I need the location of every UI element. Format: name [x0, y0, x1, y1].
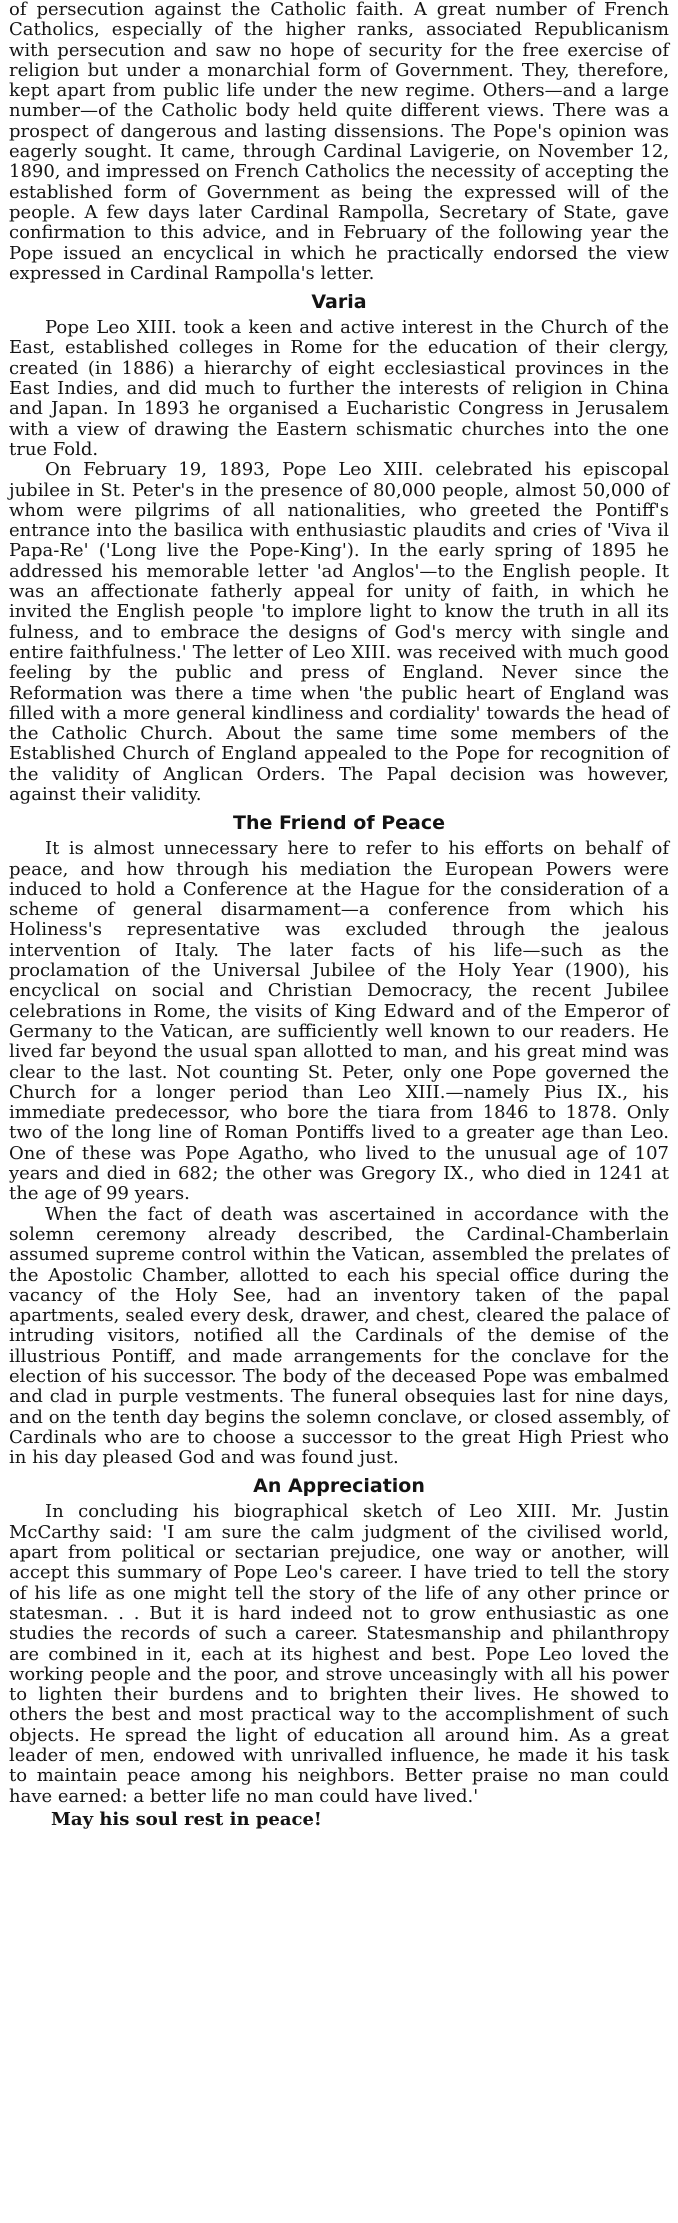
- closing-line: May his soul rest in peace!: [51, 1808, 322, 1830]
- appreciation-paragraph: In concluding his biographical sketch of Leo XIII. Mr. Justin McCarthy said: 'I am sure the calm judgment of the civilised world, apart from political or sectarian prejudice, one way or another, will accept this summary of Pope Leo's career. I have tried to tell the story of his life as one might tell the story of the life of any other prince or statesman. . . But it is hard indeed not to grow enthusiastic as one studies the records of such a career. Statesmanship and philanthropy are combined in it, each at its highest and best. Pope Leo loved the working people and the poor, and strove unceasingly with all his power to lighten their burdens and to brighten their lives. He showed to others the best and most practical way to the accomplishment of such objects. He spread the light of education all around him. As a great leader of men, endowed with unrivalled influence, he made it his task to maintain peace among his neighbors. Better praise no man could have earned: a better life no man could have lived.': [9, 1501, 669, 1807]
- intro-section: [9, 0, 669, 284]
- friend-of-peace-heading: The Friend of Peace: [233, 812, 445, 835]
- friend-of-peace-paragraph-2: When the fact of death was ascertained in accordance with the solemn ceremony already described, the Cardinal-Chamberlain assumed supreme control within the Vatican, assembled the prelates of the Apostolic Chamber, allotted to each his special office during the vacancy of the Holy See, had an inventory taken of the papal apartments, sealed every desk, drawer, and chest, cleared the palace of intruding visitors, notified all the Cardinals of the demise of the illustrious Pontiff, and made arrangements for the conclave for the election of his successor. The body of the deceased Pope was embalmed and clad in purple vestments. The funeral obsequies last for nine days, and on the tenth day begins the solemn conclave, or closed assembly, of Cardinals who are to choose a successor to the great High Priest who in his day pleased God and was found just.: [9, 1203, 669, 1469]
- varia-heading: Varia: [311, 291, 367, 314]
- appreciation-heading: An Appreciation: [253, 1475, 425, 1498]
- friend-of-peace-paragraph-1: It is almost unnecessary here to refer to his efforts on behalf of peace, and how through his mediation the European Powers were induced to hold a Conference at the Hague for the consideration of a scheme of general disarmament—a conference from which his Holiness's representative was excluded through the jealous intervention of Italy. The later facts of his life—such as the proclamation of the Universal Jubilee of the Holy Year (1900), his encyclical on social and Christian Democracy, the recent Jubilee celebrations in Rome, the visits of King Edward and of the Emperor of Germany to the Vatican, are sufficiently well known to our readers. He lived far beyond the usual span allotted to man, and his great mind was clear to the last. Not counting St. Peter, only one Pope governed the Church for a longer period than Leo XIII.—namely Pius IX., his immediate predecessor, who bore the tiara from 1846 to 1878. Only two of the long line of Roman Pontiffs lived to a greater age than Leo. One of these was Pope Agatho, who lived to the unusual age of 107 years and died in 682; the other was Gregory IX., who died in 1241 at the age of 99 years.: [9, 838, 669, 1205]
- varia-section: [9, 291, 669, 805]
- intro-paragraph: of persecution against the Catholic faith. A great number of French Catholics, especially of the higher ranks, associated Republicanism with persecution and saw no hope of security for the free exercise of religion but under a monarchial form of Government. They, therefore, kept apart from public life under the new regime. Others—and a large number—of the Catholic body held quite different views. There was a prospect of dangerous and lasting dissensions. The Pope's opinion was eagerly sought. It came, through Cardinal Lavigerie, on November 12, 1890, and impressed on French Catholics the necessity of accepting the established form of Government as being the expressed will of the people. A few days later Cardinal Rampolla, Secretary of State, gave confirmation to this advice, and in February of the following year the Pope issued an encyclical in which he practically endorsed the view expressed in Cardinal Rampolla's letter.: [9, 0, 669, 284]
- friend-of-peace-section: [9, 812, 669, 1468]
- appreciation-section: [9, 1475, 669, 1830]
- varia-paragraph-2: On February 19, 1893, Pope Leo XIII. celebrated his episcopal jubilee in St. Peter's in the presence of 80,000 people, almost 50,000 of whom were pilgrims of all nationalities, who greeted the Pontiff's entrance into the basilica with enthusiastic plaudits and cries of 'Viva il Papa-Re' ('Long live the Pope-King'). In the early spring of 1895 he addressed his memorable letter 'ad Anglos'—to the English people. It was an affectionate fatherly appeal for unity of faith, in which he invited the English people 'to implore light to know the truth in all its fulness, and to embrace the designs of God's mercy with single and entire faithfulness.' The letter of Leo XIII. was received with much good feeling by the public and press of England. Never since the Reformation was there a time when 'the public heart of England was filled with a more general kindliness and cordiality' towards the head of the Catholic Church. About the same time some members of the Established Church of England appealed to the Pope for recognition of the validity of Anglican Orders. The Papal decision was however, against their validity.: [9, 459, 669, 805]
- varia-paragraph-1: Pope Leo XIII. took a keen and active interest in the Church of the East, established colleges in Rome for the education of their clergy, created (in 1886) a hierarchy of eight ecclesiastical provinces in the East Indies, and did much to further the interests of religion in China and Japan. In 1893 he organised a Eucharistic Congress in Jerusalem with a view of drawing the Eastern schismatic churches into the one true Fold.: [9, 317, 669, 460]
